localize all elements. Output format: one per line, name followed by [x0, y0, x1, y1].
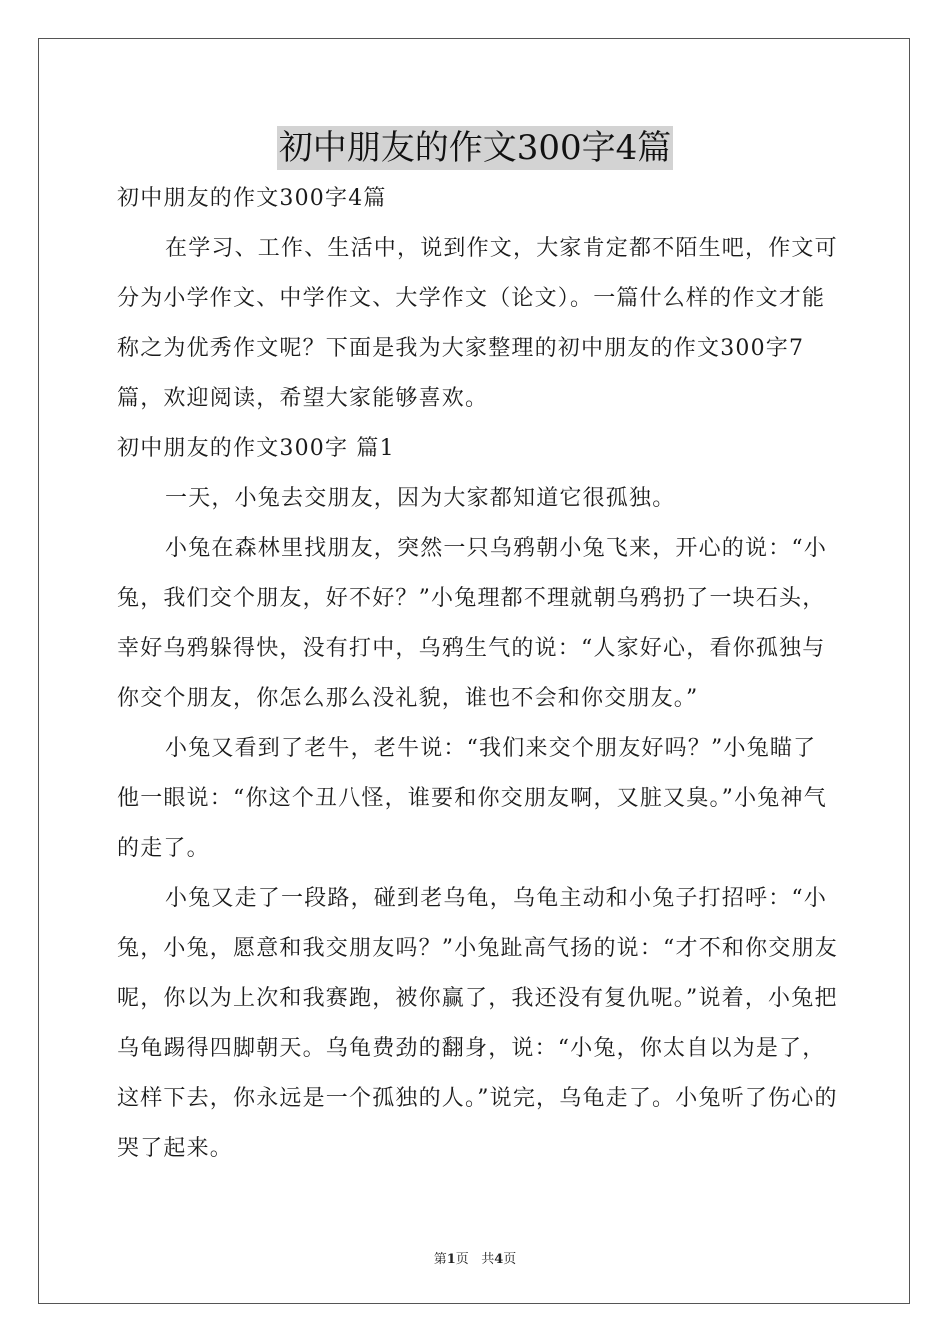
page-footer	[0, 1248, 950, 1267]
title-container	[0, 126, 950, 170]
body-paragraph: 一天，小兔去交朋友，因为大家都知道它很孤独。	[165, 486, 676, 511]
body-paragraph: 小兔又看到了老牛，老牛说：“我们来交个朋友好吗？”小兔瞄了他一眼说：“你这个丑八怪，谁要和你交朋友啊，又脏又臭。”小兔神气的走了。	[117, 736, 827, 861]
total-prefix: 共	[481, 1252, 495, 1267]
body-paragraph: 小兔在森林里找朋友，突然一只乌鸦朝小兔飞来，开心的说：“小兔，我们交个朋友，好不好？”小兔理都不理就朝乌鸦扔了一块石头，幸好乌鸦躲得快，没有打中，乌鸦生气的说：“人家好心，看你孤独与你交个朋友，你怎么那么没礼貌，谁也不会和你交朋友。”	[117, 536, 828, 711]
intro-paragraph: 在学习、工作、生活中，说到作文，大家肯定都不陌生吧，作文可分为小学作文、中学作文、大学作文（论文）。一篇什么样的作文才能称之为优秀作文呢？下面是我为大家整理的初中朋友的作文300字7篇，欢迎阅读，希望大家能够喜欢。	[117, 236, 838, 411]
body-paragraph: 小兔又走了一段路，碰到老乌龟，乌龟主动和小兔子打招呼：“小兔，小兔，愿意和我交朋友吗？”小兔趾高气扬的说：“才不和你交朋友呢，你以为上次和我赛跑，被你赢了，我还没有复仇呢。”说着，小兔把乌龟踢得四脚朝天。乌龟费劲的翻身，说：“小兔，你太自以为是了，这样下去，你永远是一个孤独的人。”说完，乌龟走了。小兔听了伤心的哭了起来。	[117, 886, 838, 1161]
current-page-number: 1	[446, 1252, 456, 1267]
section-heading: 初中朋友的作文300字 篇1	[117, 436, 395, 461]
document-subtitle: 初中朋友的作文300字4篇	[117, 186, 387, 211]
page-suffix: 页	[455, 1252, 469, 1267]
page-prefix: 第	[433, 1252, 447, 1267]
document-body	[117, 174, 839, 1174]
total-page-count: 4	[494, 1252, 504, 1267]
total-suffix: 页	[503, 1252, 517, 1267]
document-title: 初中朋友的作文300字4篇	[278, 128, 672, 168]
